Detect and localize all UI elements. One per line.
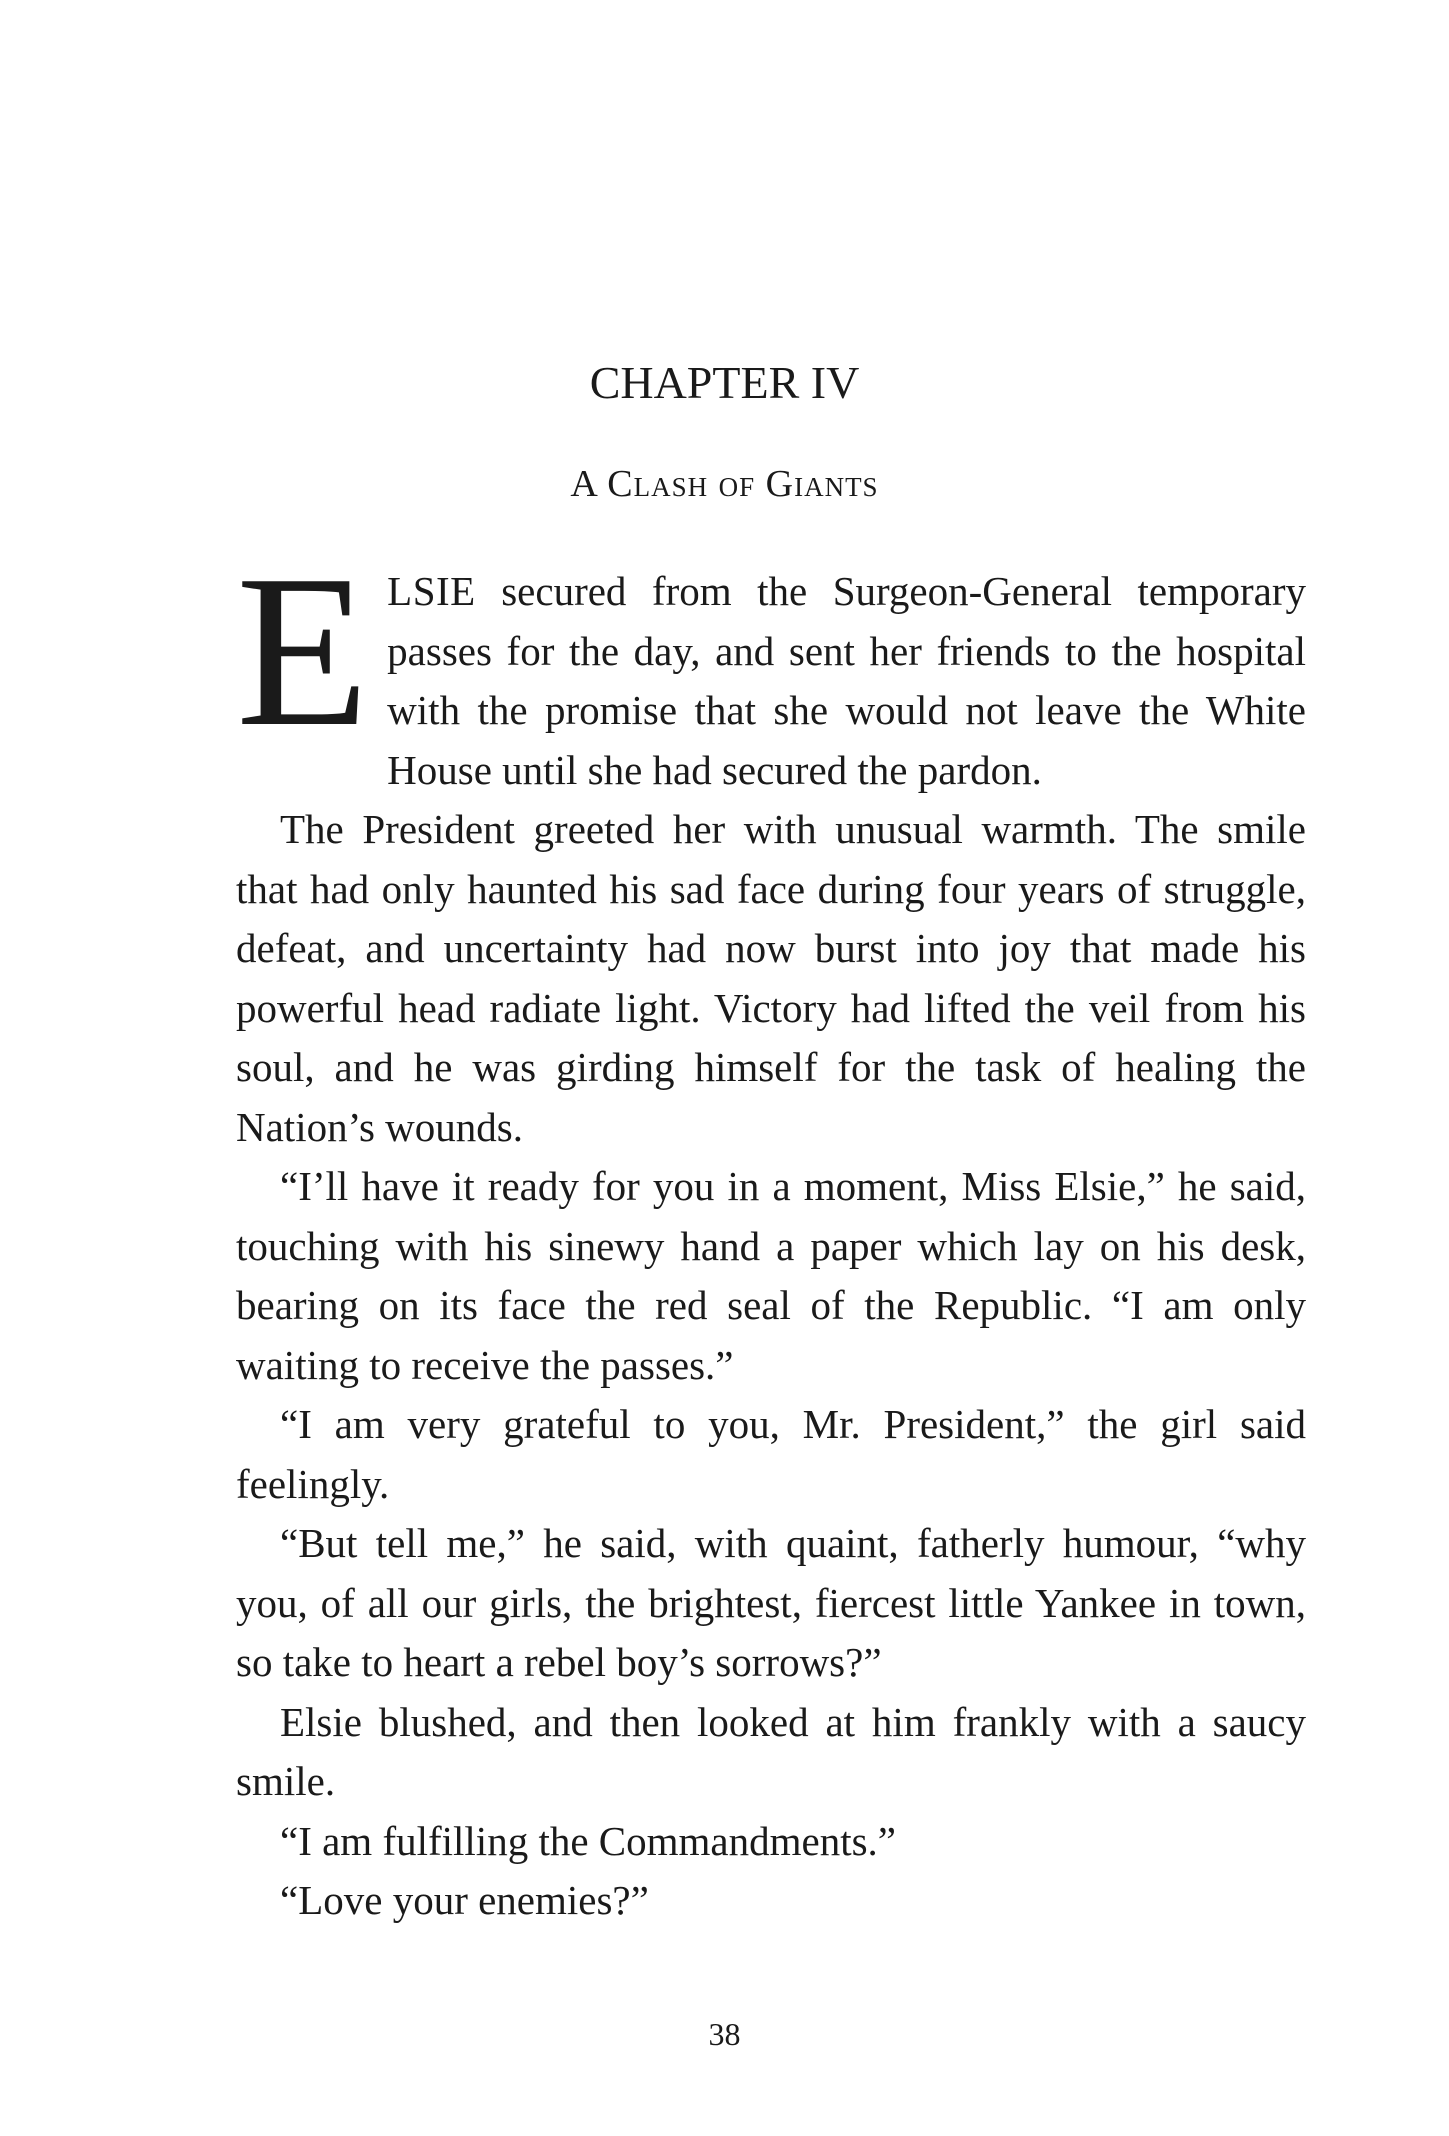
paragraph: “I’ll have it ready for you in a moment, Miss Elsie,” he said, touching with his sinewy hand a paper which lay on his desk, bearing on its face the red seal of the Republic. “I am only waiting to receive the passes.” [236, 1163, 1306, 1388]
opening-text: secured from the Surgeon-General temporary passes for the day, and sent her friends to the hospital with the promise that she would not leave the White House until she had secured the pardon. [387, 568, 1306, 793]
opening-lead-caps: LSIE [387, 568, 476, 614]
chapter-title: A Clash of Giants [570, 463, 879, 505]
paragraph: The President greeted her with unusual warmth. The smile that had only haunted his sad face during four years of struggle, defeat, and uncertainty had now burst into joy that made his powerful head radiate light. Victory had lifted the veil from his soul, and he was girding himself for the task of healing the Nation’s wounds. [236, 806, 1306, 1150]
opening-paragraph [236, 531, 1306, 800]
paragraph: “I am very grateful to you, Mr. President,” the girl said feelingly. [236, 1401, 1306, 1507]
page-number: 38 [708, 2016, 741, 2052]
paragraph: “Love your enemies?” [280, 1877, 649, 1923]
chapter-heading: CHAPTER IV [589, 357, 860, 408]
drop-cap-initial: E [236, 531, 370, 772]
paragraph: “But tell me,” he said, with quaint, fatherly humour, “why you, of all our girls, the brightest, fiercest little Yankee in town, so take to heart a rebel boy’s sorrows?” [236, 1520, 1306, 1685]
paragraph: “I am fulfilling the Commandments.” [280, 1817, 897, 1864]
paragraph: Elsie blushed, and then looked at him frankly with a saucy smile. [236, 1698, 1306, 1804]
chapter-body [236, 531, 1306, 1931]
